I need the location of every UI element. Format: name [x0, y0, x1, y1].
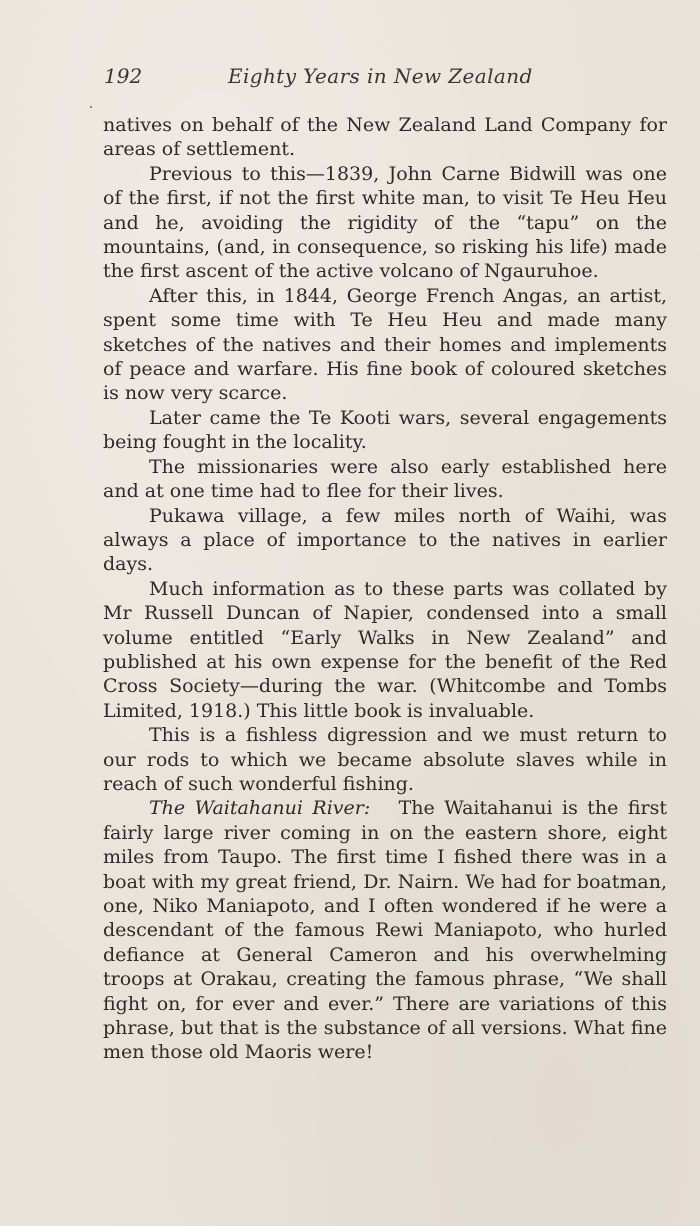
page-number: 192: [104, 64, 143, 88]
paragraph: [103, 577, 667, 723]
paragraph-text: This is a fishless digression and we must return to our rods to which we became absolute slaves while in reach of such wonderful fishing.: [103, 724, 667, 795]
running-title: Eighty Years in New Zealand: [228, 64, 533, 88]
paragraph-text: The Waitahanui is the first fairly large river coming in on the eastern shore, eight miles from Taupo. The first time I fished there was in a boat with my great friend, Dr. Nairn. We had for boatman, one, Niko Maniapoto, and I often wondered if he were a descendant of the famous Rewi Maniapoto, who hurled defiance at General Cameron and his overwhelming troops at Orakau, creating the famous phrase, “We shall fight on, for ever and ever.” There are variations of this phrase, but that is the substance of all versions. What fine men those old Maoris were!: [103, 797, 667, 1064]
paragraph-text: Previous to this—1839, John Carne Bidwill was one of the first, if not the first white man, to visit Te Heu Heu and he, avoiding the rigidity of the “tapu” on the mountains, (and, in consequence, so risking his life) made the first ascent of the active volcano of Ngauruhoe.: [103, 162, 667, 283]
paragraph-text: Pukawa village, a few miles north of Waihi, was always a place of importance to the natives in earlier days.: [103, 504, 667, 576]
paragraph: [103, 796, 667, 1064]
paragraph-text: After this, in 1844, George French Angas, an artist, spent some time with Te Heu Heu and made many sketches of the natives and their homes and implements of peace and warfare. His fine book of coloured sketches is now very scarce.: [103, 284, 667, 405]
paragraph-text: Much information as to these parts was collated by Mr Russell Duncan of Napier, condensed into a small volume entitled “Early Walks in New Zealand” and published at his own expense for the benefit of the Red Cross Society—during the war. (Whitcombe and Tombs Limited, 1918.) This little book is invaluable.: [103, 577, 667, 722]
running-head: [104, 62, 564, 90]
paragraph: [103, 455, 667, 504]
paragraph: [103, 162, 667, 284]
paragraph: [103, 723, 667, 796]
paragraph-text: natives on behalf of the New Zealand Land Company for areas of settlement.: [103, 114, 667, 161]
paragraph: [103, 284, 667, 406]
paragraph: [103, 504, 667, 577]
body-text: [103, 113, 667, 1065]
paragraph-text: The missionaries were also early established here and at one time had to flee for their lives.: [103, 455, 667, 503]
paragraph-text: Later came the Te Kooti wars, several engagements being fought in the locality.: [103, 406, 667, 454]
paragraph: [103, 113, 667, 162]
section-heading: The Waitahanui River:: [149, 797, 371, 820]
ink-speck: [90, 106, 92, 108]
paragraph: [103, 406, 667, 455]
